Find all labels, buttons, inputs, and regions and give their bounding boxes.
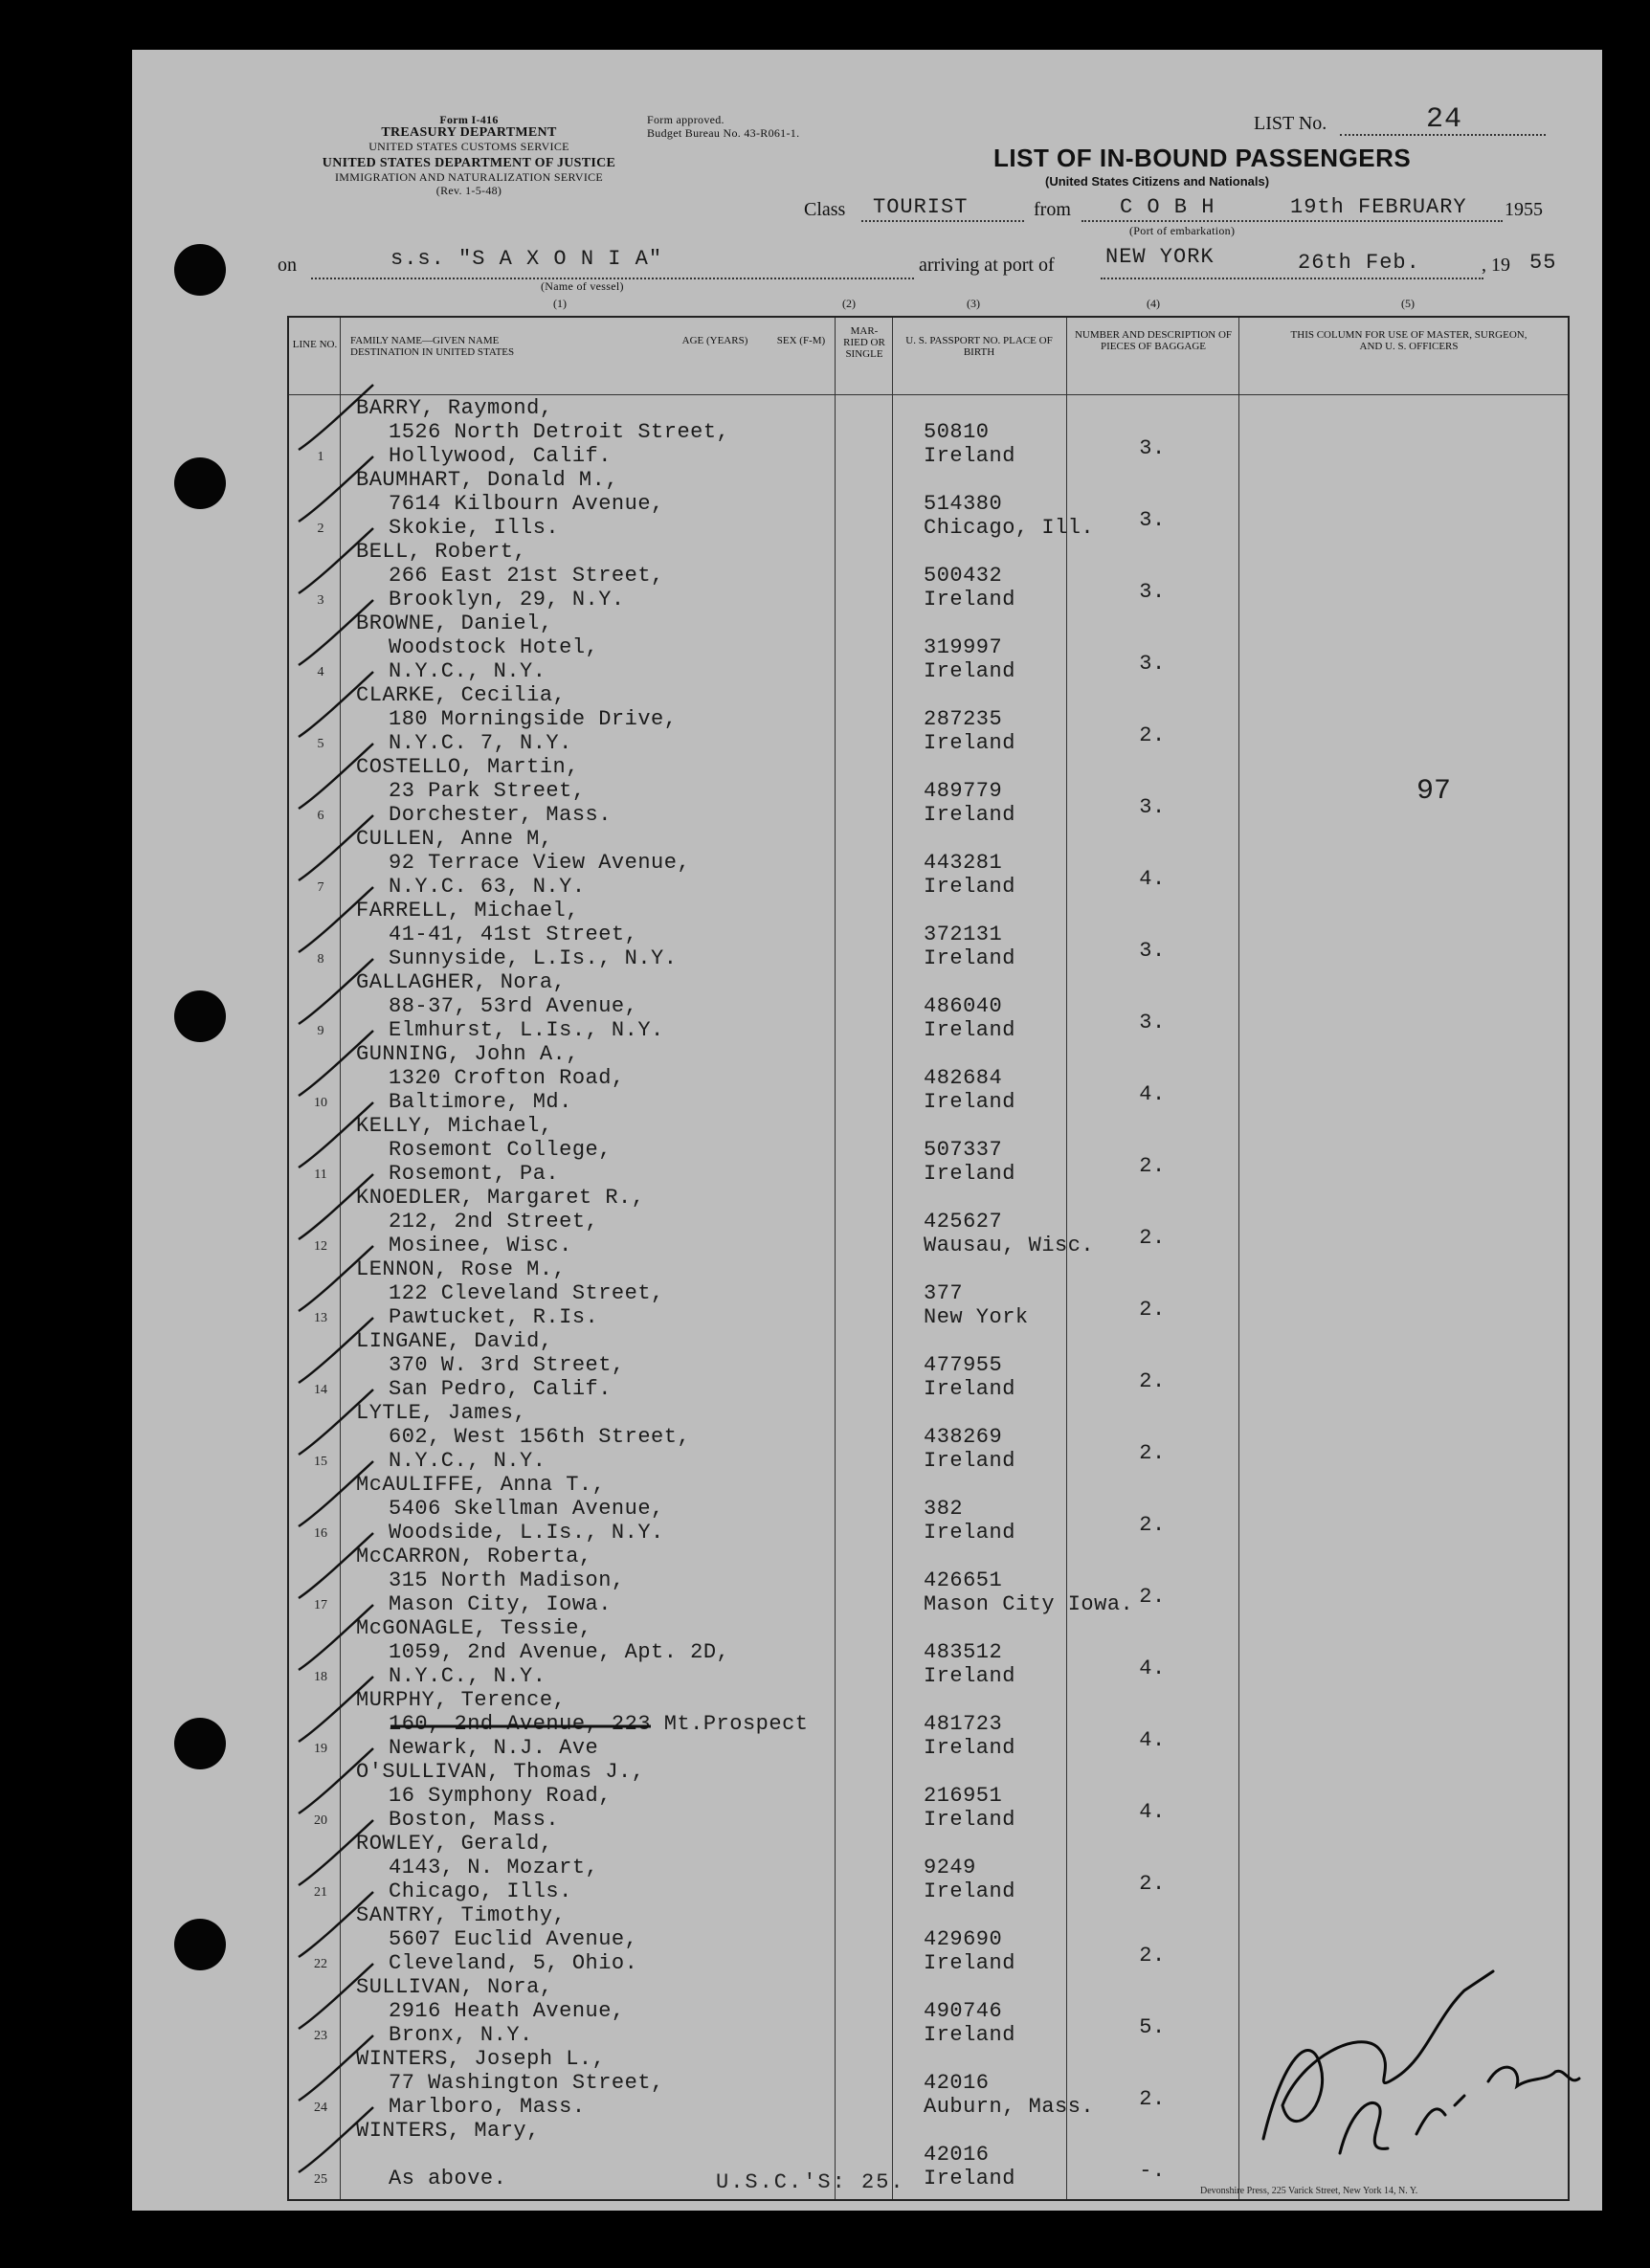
address-line-2: Boston, Mass. bbox=[389, 1808, 560, 1832]
address-line-2: Woodside, L.Is., N.Y. bbox=[389, 1521, 664, 1545]
place-of-birth: Ireland bbox=[924, 946, 1015, 970]
on-label: on bbox=[278, 255, 297, 276]
address-line-2: Marlboro, Mass. bbox=[389, 2095, 586, 2119]
address-line-2: Mosinee, Wisc. bbox=[389, 1234, 572, 1257]
address-line-2: Skokie, Ills. bbox=[389, 516, 560, 540]
document-title: LIST OF IN-BOUND PASSENGERS bbox=[993, 144, 1412, 172]
place-of-birth: Ireland bbox=[924, 444, 1015, 468]
address-line-2: Cleveland, 5, Ohio. bbox=[389, 1951, 638, 1975]
place-of-birth: Ireland bbox=[924, 1951, 1015, 1975]
column-number-1: (1) bbox=[553, 297, 567, 310]
vessel-caption: (Name of vessel) bbox=[541, 279, 624, 293]
budget-bureau: Budget Bureau No. 43-R061-1. bbox=[647, 126, 800, 140]
address-line-1: 1526 North Detroit Street, bbox=[389, 420, 730, 444]
address-line-1: 16 Symphony Road, bbox=[389, 1784, 612, 1808]
class-label: Class bbox=[804, 199, 846, 220]
table-row bbox=[289, 1186, 1572, 1257]
address-line-1: 5607 Euclid Avenue, bbox=[389, 1927, 638, 1951]
passenger-name: WINTERS, Joseph L., bbox=[356, 2047, 606, 2071]
place-of-birth: Ireland bbox=[924, 1018, 1015, 1042]
address-line-1: 7614 Kilbourn Avenue, bbox=[389, 492, 664, 516]
place-of-birth: Wausau, Wisc. bbox=[924, 1234, 1095, 1257]
address-line-2: Sunnyside, L.Is., N.Y. bbox=[389, 946, 678, 970]
place-of-birth: Mason City Iowa. bbox=[924, 1592, 1134, 1616]
passport-number: 481723 bbox=[924, 1712, 1003, 1736]
col-header-officers: THIS COLUMN FOR USE OF MASTER, SURGEON, AND U. S. OFFICERS bbox=[1290, 329, 1527, 352]
address-line-2: Pawtucket, R.Is. bbox=[389, 1305, 599, 1329]
table-row bbox=[289, 970, 1572, 1042]
embarkation-date: 19th FEBRUARY bbox=[1290, 195, 1467, 219]
baggage-count: 2. bbox=[1139, 1872, 1166, 1896]
passenger-name: KELLY, Michael, bbox=[356, 1114, 553, 1138]
address-line-2: Dorchester, Mass. bbox=[389, 803, 612, 827]
column-number-3: (3) bbox=[967, 297, 980, 310]
passport-number: 425627 bbox=[924, 1210, 1003, 1234]
arriving-line bbox=[1101, 278, 1483, 279]
passenger-name: LENNON, Rose M., bbox=[356, 1257, 567, 1281]
passport-number: 443281 bbox=[924, 851, 1003, 875]
address-line-1: 41-41, 41st Street, bbox=[389, 923, 638, 946]
table-row bbox=[289, 611, 1572, 683]
form-approved: Form approved. bbox=[647, 113, 725, 126]
table-row bbox=[289, 2119, 1572, 2190]
passenger-name: COSTELLO, Martin, bbox=[356, 755, 579, 779]
address-line-1: 266 East 21st Street, bbox=[389, 564, 664, 588]
passenger-name: CULLEN, Anne M, bbox=[356, 827, 553, 851]
address-line-2: N.Y.C., N.Y. bbox=[389, 659, 546, 683]
port-of-embarkation: C O B H bbox=[1120, 195, 1215, 219]
passenger-name: ROWLEY, Gerald, bbox=[356, 1832, 553, 1856]
line-number: 23 bbox=[314, 2029, 327, 2043]
address-line-1: 77 Washington Street, bbox=[389, 2071, 664, 2095]
passenger-name: BELL, Robert, bbox=[356, 540, 527, 564]
col-header-age: AGE (YEARS) bbox=[681, 335, 748, 346]
passport-number: 482684 bbox=[924, 1066, 1003, 1090]
address-line-1: 2916 Heath Avenue, bbox=[389, 1999, 625, 2023]
table-row bbox=[289, 468, 1572, 540]
baggage-count: 3. bbox=[1139, 436, 1166, 460]
passport-number: 377 bbox=[924, 1281, 964, 1305]
binder-hole bbox=[174, 990, 226, 1042]
port-embark-caption: (Port of embarkation) bbox=[1129, 224, 1236, 237]
place-of-birth: Ireland bbox=[924, 1162, 1015, 1186]
address-line-1: 4143, N. Mozart, bbox=[389, 1856, 599, 1879]
address-line-1: Woodstock Hotel, bbox=[389, 635, 599, 659]
address-line-2: Baltimore, Md. bbox=[389, 1090, 572, 1114]
baggage-count: 4. bbox=[1139, 1082, 1166, 1106]
passenger-name: KNOEDLER, Margaret R., bbox=[356, 1186, 645, 1210]
line-number: 20 bbox=[314, 1813, 327, 1828]
baggage-count: 2. bbox=[1139, 1513, 1166, 1537]
list-number-label: LIST No. bbox=[1254, 113, 1327, 134]
baggage-count: 4. bbox=[1139, 1657, 1166, 1680]
table-row bbox=[289, 540, 1572, 611]
passport-number: 426651 bbox=[924, 1568, 1003, 1592]
place-of-birth: Ireland bbox=[924, 1449, 1015, 1473]
passenger-name: McGONAGLE, Tessie, bbox=[356, 1616, 592, 1640]
passenger-name: MURPHY, Terence, bbox=[356, 1688, 567, 1712]
address-line-2: Hollywood, Calif. bbox=[389, 444, 612, 468]
address-line-2: Rosemont, Pa. bbox=[389, 1162, 560, 1186]
line-number: 13 bbox=[314, 1311, 327, 1325]
column-number-5: (5) bbox=[1401, 297, 1415, 310]
passenger-name: McAULIFFE, Anna T., bbox=[356, 1473, 606, 1497]
passenger-table bbox=[287, 316, 1570, 2201]
baggage-count: 3. bbox=[1139, 508, 1166, 532]
baggage-count: 3. bbox=[1139, 939, 1166, 963]
line-number: 16 bbox=[314, 1526, 327, 1541]
line-number: 14 bbox=[314, 1383, 327, 1397]
table-row bbox=[289, 755, 1572, 827]
baggage-count: 2. bbox=[1139, 1944, 1166, 1968]
address-line-2: N.Y.C., N.Y. bbox=[389, 1449, 546, 1473]
table-row bbox=[289, 827, 1572, 899]
baggage-count: 4. bbox=[1139, 867, 1166, 891]
line-number: 4 bbox=[317, 665, 324, 679]
baggage-count: 3. bbox=[1139, 795, 1166, 819]
col-header-sex: SEX (F-M) bbox=[776, 335, 826, 346]
table-row bbox=[289, 1616, 1572, 1688]
passport-number: 486040 bbox=[924, 994, 1003, 1018]
from-label: from bbox=[1034, 199, 1071, 220]
address-line-2: N.Y.C. 63, N.Y. bbox=[389, 875, 586, 899]
table-row bbox=[289, 1042, 1572, 1114]
address-line-1: 5406 Skellman Avenue, bbox=[389, 1497, 664, 1521]
passport-number: 382 bbox=[924, 1497, 964, 1521]
address-line-1: 122 Cleveland Street, bbox=[389, 1281, 664, 1305]
col-header-married: MAR- RIED OR SINGLE bbox=[843, 325, 885, 360]
passport-number: 287235 bbox=[924, 707, 1003, 731]
form-header-block bbox=[268, 113, 670, 197]
address-line-1: 88-37, 53rd Avenue, bbox=[389, 994, 638, 1018]
table-row bbox=[289, 1903, 1572, 1975]
address-line-2: N.Y.C. 7, N.Y. bbox=[389, 731, 572, 755]
passport-number: 514380 bbox=[924, 492, 1003, 516]
baggage-count: 4. bbox=[1139, 1728, 1166, 1752]
address-line-1: Rosemont College, bbox=[389, 1138, 612, 1162]
line-number: 18 bbox=[314, 1670, 327, 1684]
line-number: 11 bbox=[314, 1167, 327, 1182]
immigration-service: IMMIGRATION AND NATURALIZATION SERVICE bbox=[334, 170, 604, 184]
table-row bbox=[289, 396, 1572, 468]
arrival-port: NEW YORK bbox=[1105, 245, 1215, 269]
passenger-name: LYTLE, James, bbox=[356, 1401, 527, 1425]
table-row bbox=[289, 1329, 1572, 1401]
binder-hole bbox=[174, 1919, 226, 1970]
passenger-name: McCARRON, Roberta, bbox=[356, 1545, 592, 1568]
line-number: 6 bbox=[317, 809, 324, 823]
line-number: 7 bbox=[317, 880, 324, 895]
place-of-birth: Ireland bbox=[924, 731, 1015, 755]
col-header-baggage: NUMBER AND DESCRIPTION OF PIECES OF BAGGAGE bbox=[1074, 329, 1233, 352]
place-of-birth: Ireland bbox=[924, 803, 1015, 827]
line-number: 19 bbox=[314, 1742, 327, 1756]
document-subtitle: (United States Citizens and Nationals) bbox=[1045, 174, 1270, 189]
address-line-2: As above. bbox=[389, 2167, 507, 2190]
address-line-2: Mason City, Iowa. bbox=[389, 1592, 612, 1616]
line-number: 22 bbox=[314, 1957, 327, 1971]
passport-number: 216951 bbox=[924, 1784, 1003, 1808]
justice-dept: UNITED STATES DEPARTMENT OF JUSTICE bbox=[322, 156, 616, 170]
passenger-name: GALLAGHER, Nora, bbox=[356, 970, 567, 994]
passenger-name: BAUMHART, Donald M., bbox=[356, 468, 619, 492]
line-number: 1 bbox=[317, 450, 324, 464]
line-number: 21 bbox=[314, 1885, 327, 1900]
table-row bbox=[289, 1760, 1572, 1832]
arriving-label: arriving at port of bbox=[919, 255, 1055, 276]
place-of-birth: Chicago, Ill. bbox=[924, 516, 1095, 540]
binder-hole bbox=[174, 244, 226, 296]
passenger-name: SANTRY, Timothy, bbox=[356, 1903, 567, 1927]
passport-number: 372131 bbox=[924, 923, 1003, 946]
address-line-2: Newark, N.J. Ave bbox=[389, 1736, 599, 1760]
passport-number: 438269 bbox=[924, 1425, 1003, 1449]
baggage-count: 3. bbox=[1139, 1011, 1166, 1034]
baggage-count: 2. bbox=[1139, 1441, 1166, 1465]
table-row bbox=[289, 1832, 1572, 1903]
baggage-count: -. bbox=[1139, 2159, 1166, 2183]
line-number: 10 bbox=[314, 1096, 327, 1110]
address-line-2: Bronx, N.Y. bbox=[389, 2023, 533, 2047]
arrival-date: 26th Feb. bbox=[1298, 251, 1420, 275]
passport-number: 9249 bbox=[924, 1856, 976, 1879]
list-number-value: 24 bbox=[1426, 103, 1463, 136]
line-number: 8 bbox=[317, 952, 324, 967]
baggage-count: 4. bbox=[1139, 1800, 1166, 1824]
form-number: Form I-416 bbox=[439, 113, 499, 126]
baggage-count: 2. bbox=[1139, 723, 1166, 747]
table-row bbox=[289, 1257, 1572, 1329]
line-number: 25 bbox=[314, 2172, 327, 2187]
address-line-2: Brooklyn, 29, N.Y. bbox=[389, 588, 625, 611]
col-header-passport: U. S. PASSPORT NO. PLACE OF BIRTH bbox=[905, 335, 1053, 358]
passenger-name: WINTERS, Mary, bbox=[356, 2119, 540, 2143]
passenger-name: LINGANE, David, bbox=[356, 1329, 553, 1353]
table-row bbox=[289, 1114, 1572, 1186]
address-line-1: 180 Morningside Drive, bbox=[389, 707, 678, 731]
place-of-birth: Ireland bbox=[924, 1736, 1015, 1760]
usc-stamp: U.S.C.'S: 25. bbox=[716, 2170, 905, 2194]
place-of-birth: Ireland bbox=[924, 659, 1015, 683]
address-line-2: Elmhurst, L.Is., N.Y. bbox=[389, 1018, 664, 1042]
baggage-count: 2. bbox=[1139, 2087, 1166, 2111]
binder-hole bbox=[174, 457, 226, 509]
line-number: 2 bbox=[317, 522, 324, 536]
class-value: TOURIST bbox=[873, 195, 969, 219]
passport-number: 429690 bbox=[924, 1927, 1003, 1951]
address-line-1: 1059, 2nd Avenue, Apt. 2D, bbox=[389, 1640, 730, 1664]
line-number: 3 bbox=[317, 593, 324, 608]
line-number: 17 bbox=[314, 1598, 327, 1612]
address-line-1: 92 Terrace View Avenue, bbox=[389, 851, 691, 875]
baggage-count: 2. bbox=[1139, 1154, 1166, 1178]
baggage-count: 2. bbox=[1139, 1369, 1166, 1393]
baggage-count: 5. bbox=[1139, 2015, 1166, 2039]
treasury-dept: TREASURY DEPARTMENT bbox=[381, 125, 557, 140]
address-line-1: 212, 2nd Street, bbox=[389, 1210, 599, 1234]
address-line-2: San Pedro, Calif. bbox=[389, 1377, 612, 1401]
passenger-name: O'SULLIVAN, Thomas J., bbox=[356, 1760, 645, 1784]
table-row bbox=[289, 2047, 1572, 2119]
baggage-count: 3. bbox=[1139, 652, 1166, 676]
arrival-year-prefix: , 19 bbox=[1482, 255, 1510, 276]
passenger-name: SULLIVAN, Nora, bbox=[356, 1975, 553, 1999]
line-number: 15 bbox=[314, 1455, 327, 1469]
baggage-count: 3. bbox=[1139, 580, 1166, 604]
address-line-1: 23 Park Street, bbox=[389, 779, 586, 803]
baggage-count: 2. bbox=[1139, 1298, 1166, 1322]
place-of-birth: Ireland bbox=[924, 1879, 1015, 1903]
form-revision: (Rev. 1-5-48) bbox=[435, 184, 502, 197]
arrival-year: 55 bbox=[1529, 251, 1557, 275]
address-line-1: 602, West 156th Street, bbox=[389, 1425, 691, 1449]
place-of-birth: Ireland bbox=[924, 1664, 1015, 1688]
passenger-name: BARRY, Raymond, bbox=[356, 396, 553, 420]
place-of-birth: Ireland bbox=[924, 875, 1015, 899]
passenger-name: GUNNING, John A., bbox=[356, 1042, 579, 1066]
line-number: 5 bbox=[317, 737, 324, 751]
passport-number: 500432 bbox=[924, 564, 1003, 588]
passport-number: 483512 bbox=[924, 1640, 1003, 1664]
address-line-1: 1320 Crofton Road, bbox=[389, 1066, 625, 1090]
class-line bbox=[861, 220, 1024, 222]
passenger-name: BROWNE, Daniel, bbox=[356, 611, 553, 635]
address-line-2: N.Y.C., N.Y. bbox=[389, 1664, 546, 1688]
passport-number: 42016 bbox=[924, 2071, 990, 2095]
baggage-count: 2. bbox=[1139, 1585, 1166, 1609]
line-number: 12 bbox=[314, 1239, 327, 1254]
address-line-2: Chicago, Ills. bbox=[389, 1879, 572, 1903]
place-of-birth: Ireland bbox=[924, 2023, 1015, 2047]
table-row bbox=[289, 683, 1572, 755]
table-row bbox=[289, 1401, 1572, 1473]
passport-number: 477955 bbox=[924, 1353, 1003, 1377]
approval-block bbox=[647, 113, 799, 140]
place-of-birth: New York bbox=[924, 1305, 1029, 1329]
line-number: 9 bbox=[317, 1024, 324, 1038]
passport-number: 507337 bbox=[924, 1138, 1003, 1162]
table-row bbox=[289, 1688, 1572, 1760]
col-header-name: FAMILY NAME—GIVEN NAME DESTINATION IN UNITED STATES bbox=[350, 335, 515, 358]
baggage-count: 2. bbox=[1139, 1226, 1166, 1250]
customs-service: UNITED STATES CUSTOMS SERVICE bbox=[368, 140, 569, 153]
address-line-1: 370 W. 3rd Street, bbox=[389, 1353, 625, 1377]
embarkation-year: 1955 bbox=[1505, 199, 1543, 220]
table-row bbox=[289, 899, 1572, 970]
address-line-1: 315 North Madison, bbox=[389, 1568, 625, 1592]
place-of-birth: Ireland bbox=[924, 2167, 1015, 2190]
passenger-name: FARRELL, Michael, bbox=[356, 899, 579, 923]
line-number: 24 bbox=[314, 2101, 327, 2115]
passport-number: 319997 bbox=[924, 635, 1003, 659]
column-number-4: (4) bbox=[1147, 297, 1160, 310]
printer-credit: Devonshire Press, 225 Varick Street, New York 14, N. Y. bbox=[1200, 2186, 1418, 2196]
table-row bbox=[289, 1545, 1572, 1616]
binder-hole bbox=[174, 1718, 226, 1769]
place-of-birth: Ireland bbox=[924, 1090, 1015, 1114]
passport-number: 42016 bbox=[924, 2143, 990, 2167]
place-of-birth: Ireland bbox=[924, 588, 1015, 611]
officer-note: 97 bbox=[1416, 775, 1452, 808]
column-number-2: (2) bbox=[842, 297, 856, 310]
place-of-birth: Ireland bbox=[924, 1808, 1015, 1832]
place-of-birth: Auburn, Mass. bbox=[924, 2095, 1095, 2119]
passenger-name: CLARKE, Cecilia, bbox=[356, 683, 567, 707]
place-of-birth: Ireland bbox=[924, 1377, 1015, 1401]
passport-number: 489779 bbox=[924, 779, 1003, 803]
table-row bbox=[289, 1975, 1572, 2047]
place-of-birth: Ireland bbox=[924, 1521, 1015, 1545]
from-line bbox=[1081, 220, 1503, 222]
passport-number: 50810 bbox=[924, 420, 990, 444]
address-line-1: 160, 2nd Avenue, 223 Mt.Prospect bbox=[389, 1712, 809, 1736]
vessel-name: s.s. "S A X O N I A" bbox=[390, 247, 663, 271]
table-row bbox=[289, 1473, 1572, 1545]
col-header-line-no: LINE NO. bbox=[292, 339, 338, 350]
passport-number: 490746 bbox=[924, 1999, 1003, 2023]
